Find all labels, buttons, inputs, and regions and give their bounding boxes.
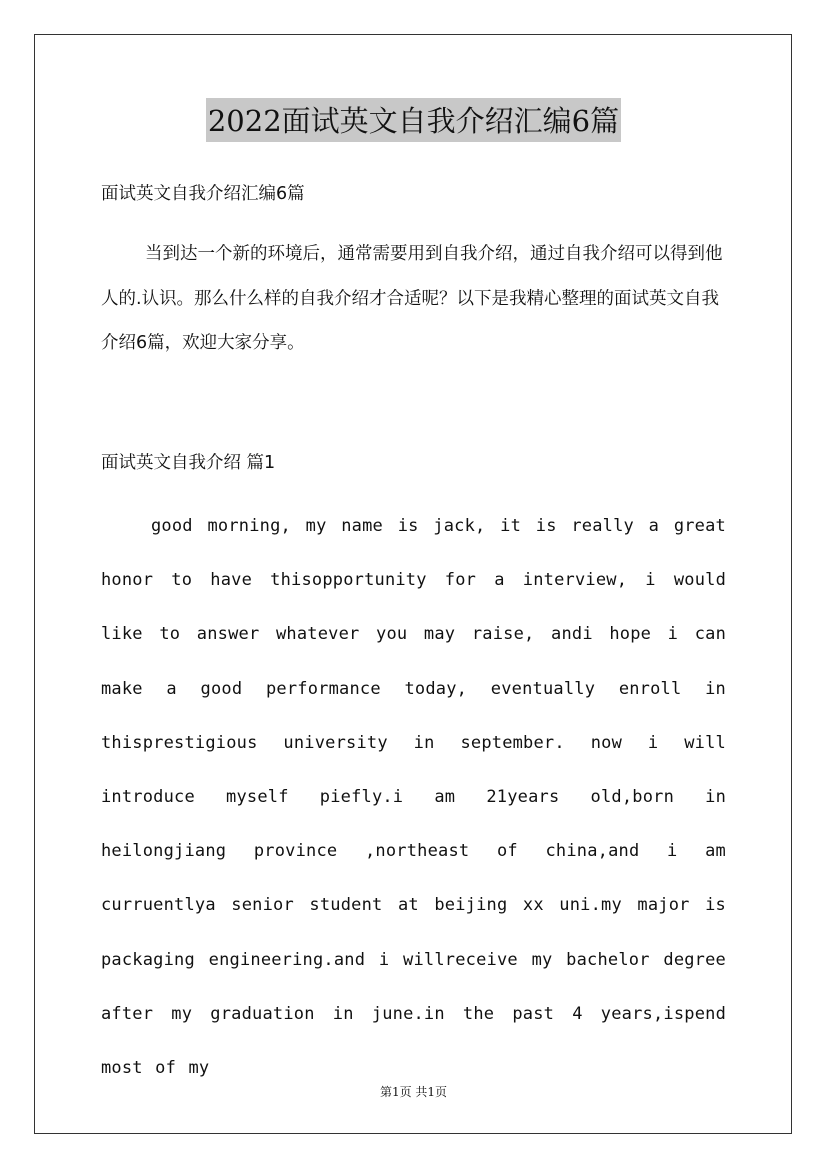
title-container <box>0 98 827 142</box>
page-footer: 第1页 共1页 <box>379 1085 448 1099</box>
intro-paragraph: 当到达一个新的环境后，通常需要用到自我介绍，通过自我介绍可以得到他人的.认识。那么什么样的自我介绍才合适呢？以下是我精心整理的面试英文自我介绍6篇，欢迎大家分享。 <box>101 244 723 353</box>
section-heading: 面试英文自我介绍 篇1 <box>101 453 276 473</box>
document-subtitle: 面试英文自我介绍汇编6篇 <box>101 184 305 204</box>
english-paragraph: good morning, my name is jack, it is really a great honor to have thisopportunity for a interview, i would like to answer whatever you may raise, andi hope i can make a good performance today, eventually enroll in thisprestigious university in september. now i will introduce myself piefly.i am 21years old,born in heilongjiang province ,northeast of china,and i am curruentlya senior student at beijing xx uni.my major is packaging engineering.and i willreceive my bachelor degree after my graduation in june.in the past 4 years,ispend most of my <box>101 516 726 1079</box>
document-title: 2022面试英文自我介绍汇编6篇 <box>206 98 621 142</box>
